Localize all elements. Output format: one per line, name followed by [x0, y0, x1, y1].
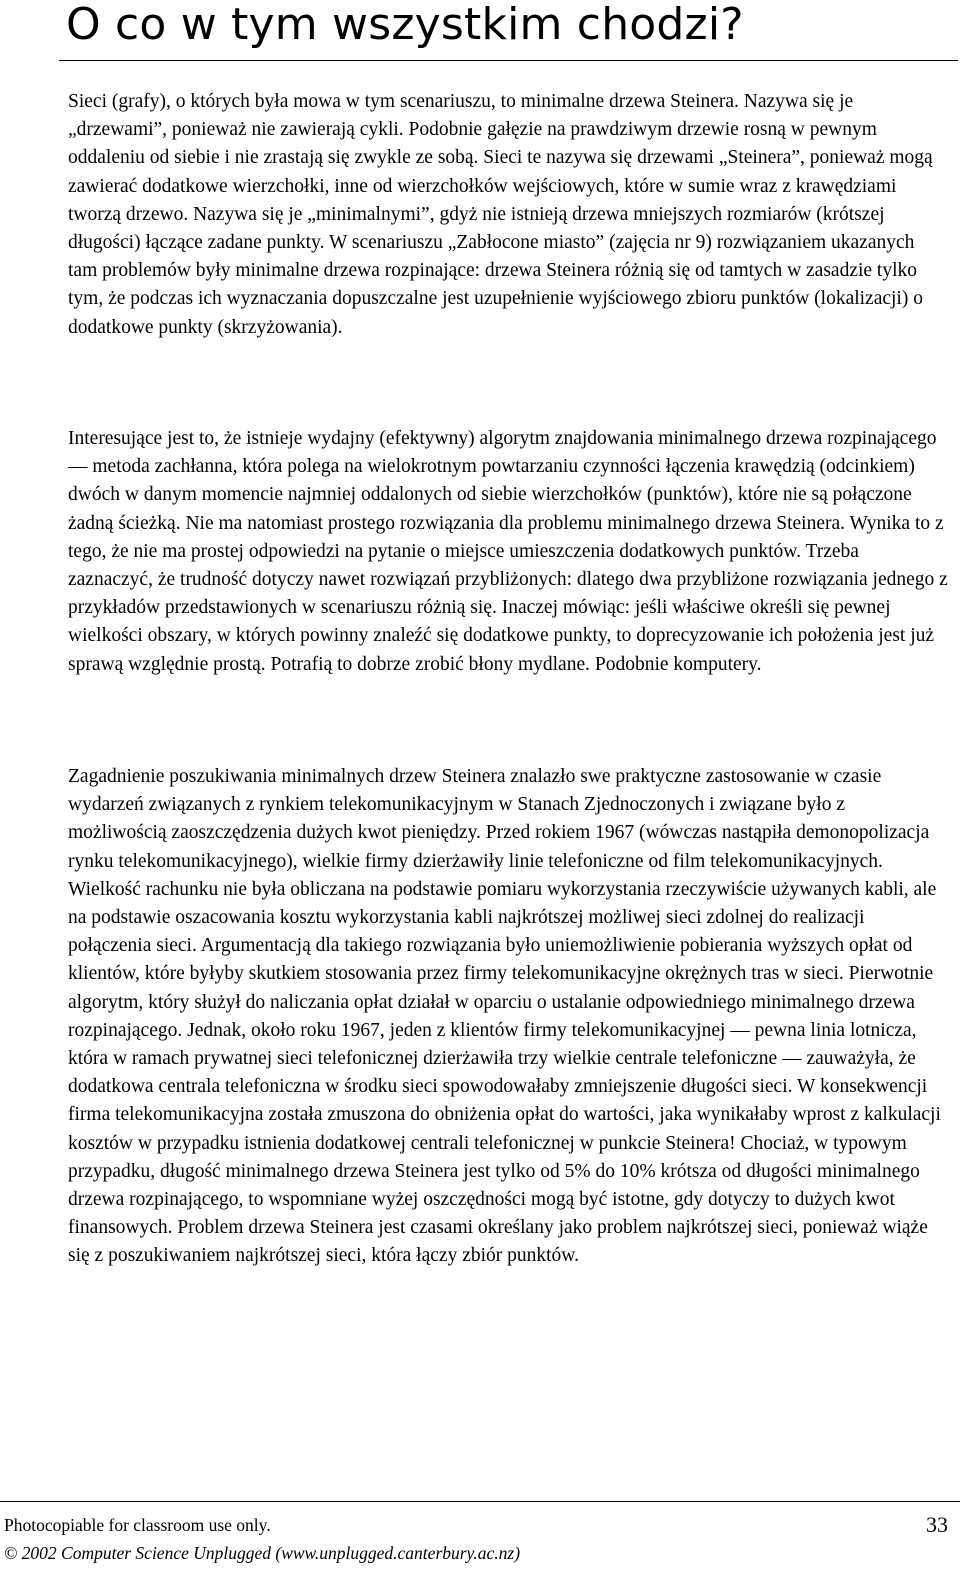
page-title: O co w tym wszystkim chodzi? — [66, 0, 744, 50]
paragraph-steiner-trees-intro: Sieci (grafy), o których była mowa w tym scenariuszu, to minimalne drzewa Steinera. Nazywa się je „drzewami”, ponieważ nie zawierają cykli. Podobnie gałęzie na prawdziwym drzewie rosną w pewnym oddaleniu od siebie i nie zrastają się zwykle ze sobą. Sieci te nazywa się drzewami „Steinera”, ponieważ mogą zawierać dodatkowe wierzchołki, inne od wierzchołków wejściowych, które w sumie wraz z krawędziami tworzą drzewo. Nazywa się je „minimalnymi”, gdyż nie istnieją drzewa mniejszych rozmiarów (krótszej długości) łączące zadane punkty. W scenariuszu „Zabłocone miasto” (zajęcia nr 9) rozwiązaniem ukazanych tam problemów były minimalne drzewa rozpinające: drzewa Steinera różnią się od tamtych w zasadzie tylko tym, że podczas ich wyznaczania dopuszczalne jest uzupełnienie wyjściowego zbioru punktów (lokalizacji) o dodatkowe punkty (skrzyżowania). — [68, 91, 933, 338]
footer-photocopy-notice: Photocopiable for classroom use only. — [4, 1515, 271, 1535]
page-number: 33 — [926, 1512, 948, 1537]
paragraph-telecom-history: Zagadnienie poszukiwania minimalnych drzew Steinera znalazło swe praktyczne zastosowanie w czasie wydarzeń związanych z rynkiem telekomunikacyjnym w Stanach Zjednoczonych i związane było z możliwością zaoszczędzenia dużych kwot pieniędzy. Przed rokiem 1967 (wówczas nastąpiła demonopolizacja rynku telekomunikacyjnego), wielkie firmy dzierżawiły linie telefoniczne od film telekomunikacyjnych. Wielkość rachunku nie była obliczana na podstawie pomiaru wykorzystania rzeczywiście używanych kabli, ale na podstawie oszacowania kosztu wykorzystania kabli najkrótszej możliwej sieci zdolnej do realizacji połączenia sieci. Argumentacją dla takiego rozwiązania było uniemożliwienie pobierania wyższych opłat od klientów, które byłyby skutkiem stosowania przez firmy telekomunikacyjne okrężnych tras w sieci. Pierwotnie algorytm, który służył do naliczania opłat działał w oparciu o ustalanie odpowiedniego minimalnego drzewa rozpinającego. Jednak, około roku 1967, jeden z klientów firmy telekomunikacyjnej — pewna linia lotnicza, która w ramach prywatnej sieci telefonicznej dzierżawiła trzy wielkie centrale telefoniczne — zauważyła, że dodatkowa centrala telefoniczna w środku sieci spowodowałaby zmniejszenie długości sieci. W konsekwencji firma telekomunikacyjna została zmuszona do obniżenia opłat do wartości, jaka wynikałaby wprost z kalkulacji kosztów w przypadku istnienia dodatkowej centrali telefonicznej w punkcie Steinera! Chociaż, w typowym przypadku, długość minimalnego drzewa Steinera jest tylko od 5% do 10% krótsza od długości minimalnego drzewa rozpinającego, to wspomniane wyżej oszczędności mogą być istotne, gdy dotyczy to dużych kwot finansowych. Problem drzewa Steinera jest czasami określany jako problem najkrótszej sieci, ponieważ wiąże się z poszukiwaniem najkrótszej sieci, która łączy zbiór punktów. — [68, 766, 941, 1267]
paragraph-algorithm: Interesujące jest to, że istnieje wydajny (efektywny) algorytm znajdowania minimalnego drzewa rozpinającego — metoda zachłanna, która polega na wielokrotnym powtarzaniu czynności łączenia krawędzią (odcinkiem) dwóch w danym momencie najmniej oddalonych od siebie wierzchołków (punktów), które nie są połączone żadną ścieżką. Nie ma natomiast prostego rozwiązania dla problemu minimalnego drzewa Steinera. Wynika to z tego, że nie ma prostej odpowiedzi na pytanie o miejsce umieszczenia dodatkowych punktów. Trzeba zaznaczyć, że trudność dotyczy nawet rozwiązań przybliżonych: dlatego dwa przybliżone rozwiązania jednego z przykładów przedstawionych w scenariuszu różnią się. Inaczej mówiąc: jeśli właściwe określi się pewnej wielkości obszary, w których powinny znaleźć się dodatkowe punkty, to doprecyzowanie ich położenia jest już sprawą względnie prostą. Potrafią to dobrze zrobić błony mydlane. Podobnie komputery. — [68, 428, 948, 675]
footer-copyright: © 2002 Computer Science Unplugged (www.unplugged.canterbury.ac.nz) — [4, 1543, 521, 1563]
title-divider — [59, 60, 958, 61]
footer-divider — [0, 1501, 960, 1502]
